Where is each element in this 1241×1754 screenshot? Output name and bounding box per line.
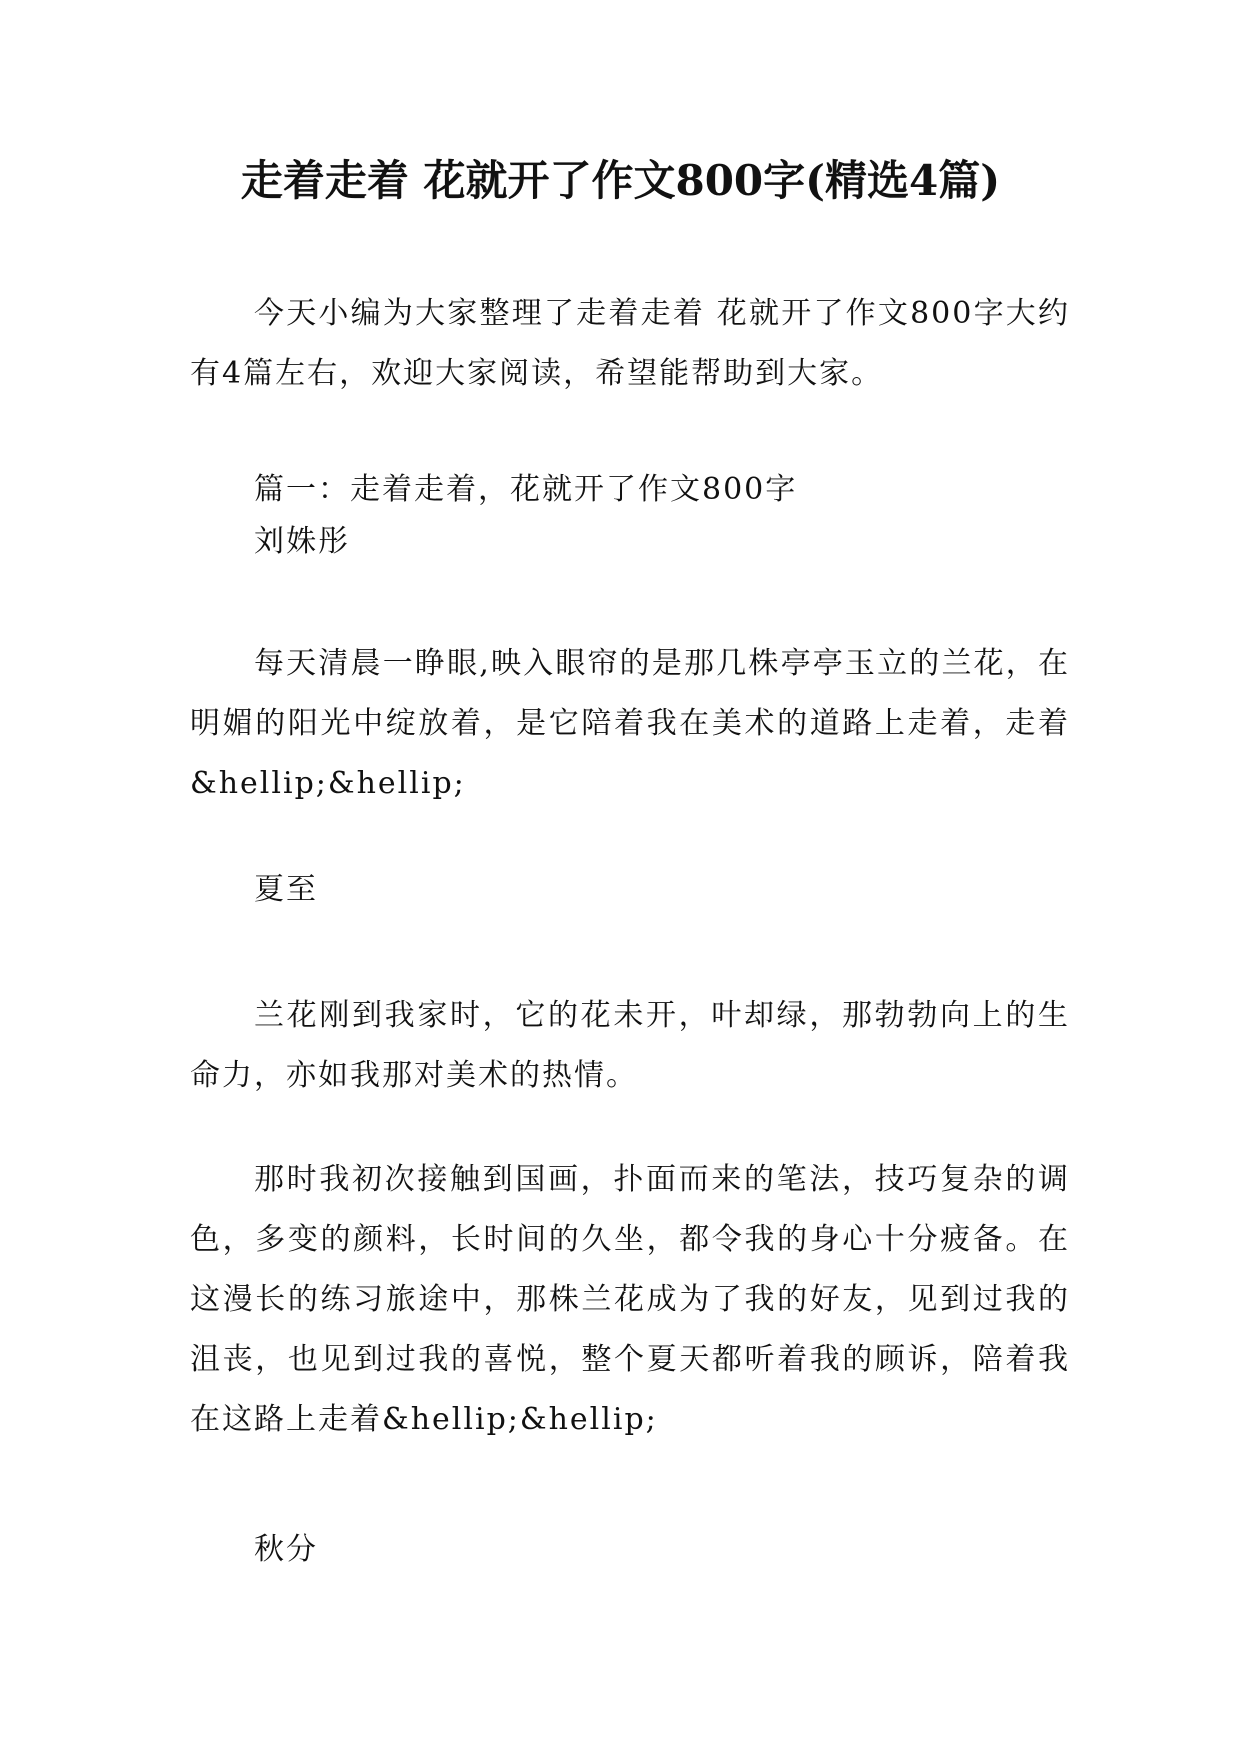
section-marker: 秋分 xyxy=(254,1532,318,1567)
author-name: 刘姝彤 xyxy=(254,524,350,559)
document-title: 走着走着 花就开了作文800字(精选4篇) xyxy=(240,156,1001,205)
body-paragraph: 那时我初次接触到国画，扑面而来的笔法，技巧复杂的调色，多变的颜料，长时间的久坐，都令我的身心十分疲备。在这漫长的练习旅途中，那株兰花成为了我的好友，见到过我的沮丧，也见到过我的喜悦，整个夏天都听着我的顾诉，陪着我在这路上走着&hellip;&hellip; xyxy=(190,1162,1070,1437)
body-paragraph: 每天清晨一睁眼,映入眼帘的是那几株亭亭玉立的兰花，在明媚的阳光中绽放着，是它陪着我在美术的道路上走着，走着&hellip;&hellip; xyxy=(190,646,1070,801)
section-marker: 夏至 xyxy=(254,872,318,907)
intro-paragraph: 今天小编为大家整理了走着走着 花就开了作文800字大约有4篇左右，欢迎大家阅读，希望能帮助到大家。 xyxy=(190,296,1070,391)
body-paragraph: 兰花刚到我家时，它的花未开，叶却绿，那勃勃向上的生命力，亦如我那对美术的热情。 xyxy=(190,998,1070,1093)
chapter-heading: 篇一：走着走着，花就开了作文800字 xyxy=(254,472,798,507)
